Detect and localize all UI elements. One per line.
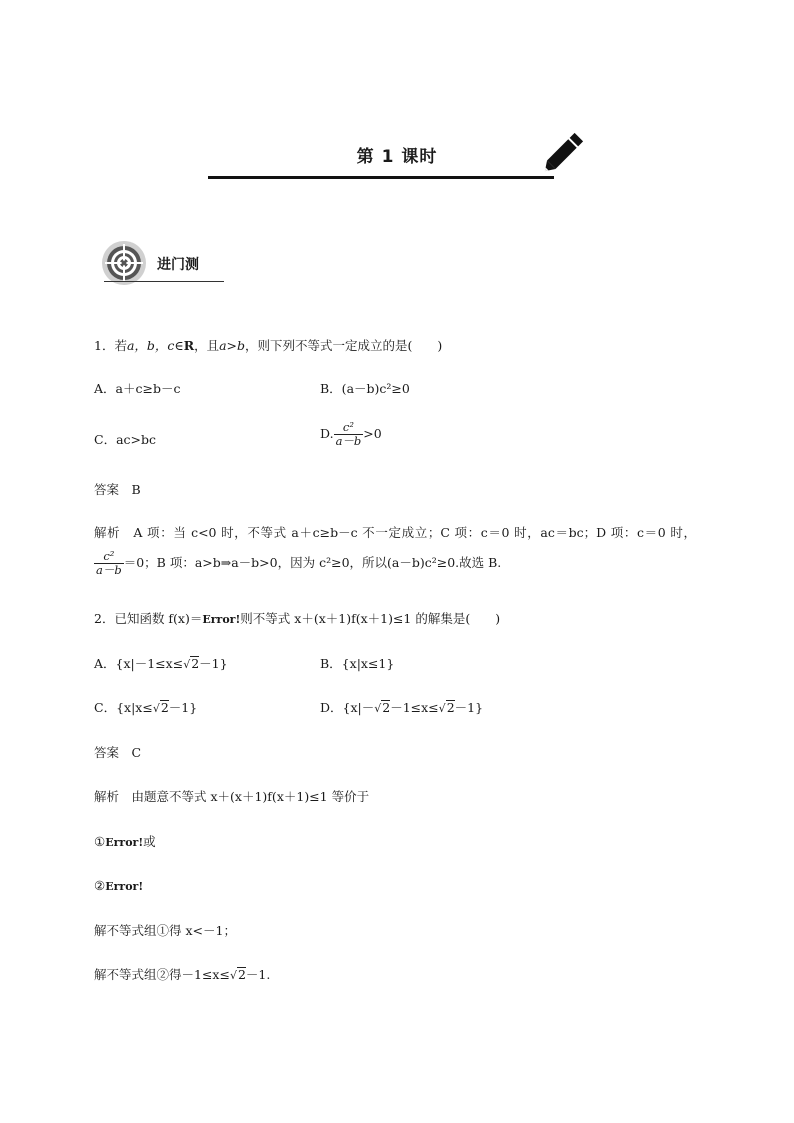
q1-analysis-line2: $\frac{\text{c²}}{a-b}$ ＝0；B 项：a>b⇒a－b>0，因为 c²≥0，所以(a－b)c²≥0.故选 B. [96,549,502,577]
target-icon [98,240,152,286]
title-underline [208,176,554,179]
q2-option-c: C．{x|x≤√2－1} [94,700,198,715]
q2-solution1: 解不等式组①得 x<－1； [94,923,236,938]
q1-option-a: A．a＋c≥b－c [94,381,181,396]
q1-stem: 1．若a，b，c∈R，且a>b，则下列不等式一定成立的是( ) [94,338,443,353]
q2-option-a: A．{x|－1≤x≤√2－1} [94,656,228,671]
section-label: 进门测 [157,257,199,273]
q1-option-b: B．(a－b)c²≥0 [320,381,410,396]
section-underline [104,281,224,282]
q2-case2: ②Error! [94,878,144,893]
q2-answer: 答案 C [94,745,142,760]
q2-stem: 2．已知函数 f(x)＝Error!则不等式 x＋(x＋1)f(x＋1)≤1 的解集是( ) [94,611,501,626]
q1-analysis-line1: 解析 A 项：当 c<0 时，不等式 a＋c≥b－c 不一定成立；C 项：c＝0 时，ac＝bc；D 项：c＝0 时， [94,525,696,540]
q1-option-c: C．ac>bc [94,432,156,447]
pencil-icon [536,124,592,180]
q2-analysis: 解析 由题意不等式 x＋(x＋1)f(x＋1)≤1 等价于 [94,789,370,804]
q2-solution2: 解不等式组②得－1≤x≤√2－1. [94,967,271,982]
page-title: 第 1 课时 [356,147,438,167]
q2-option-d: D．{x|－√2－1≤x≤√2－1} [320,700,484,715]
q1-option-d: D. $\frac{\text{c²}}{a-b}$ >0 [320,420,382,448]
q2-option-b: B．{x|x≤1} [320,656,395,671]
q1-answer: 答案 B [94,482,141,497]
q2-case1: ①Error!或 [94,834,156,849]
